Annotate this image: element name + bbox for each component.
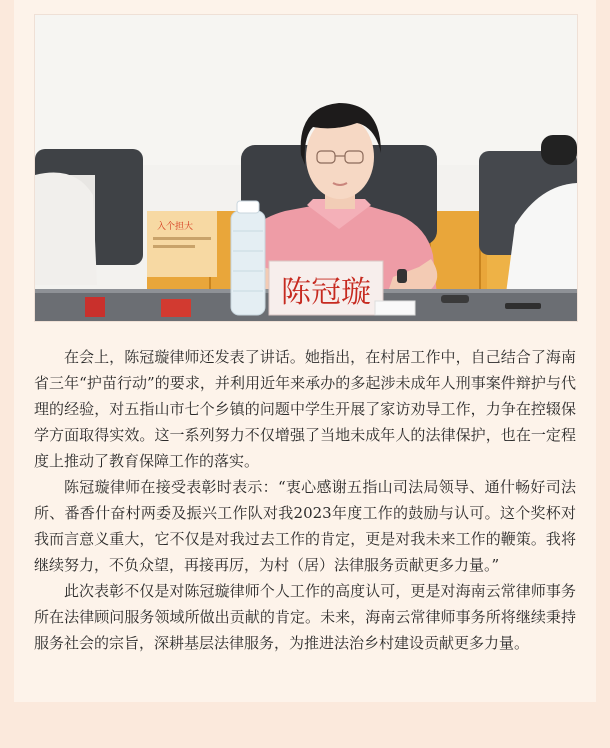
page-background	[14, 0, 596, 748]
nameplate-text: 陈冠璇	[281, 275, 371, 310]
meeting-photo	[34, 14, 578, 322]
photo-illustration	[35, 15, 577, 321]
paragraph-2: 陈冠璇律师在接受表彰时表示：“衷心感谢五指山司法局领导、通什畅好司法所、番香什奋村两委及振兴工作队对我2023年度工作的鼓励与认可。这个奖杯对我而言意义重大，它不仅是对我过去工作的肯定，更是对我未来工作的鞭策。我将继续努力，不负众望，再接再厉，为村（居）法律服务贡献更多力量。”	[34, 478, 576, 574]
paragraph-3: 此次表彰不仅是对陈冠璇律师个人工作的高度认可，更是对海南云常律师事务所在法律顾问服务领域所做出贡献的肯定。未来，海南云常律师事务所将继续秉持服务社会的宗旨，深耕基层法律服务，为推进法治乡村建设贡献更多力量。	[34, 582, 576, 652]
article-body	[34, 344, 576, 656]
award-card-text: 入个担大	[157, 222, 194, 232]
paragraph-1: 在会上，陈冠璇律师还发表了讲话。她指出，在村居工作中，自己结合了海南省三年“护苗行动”的要求，并利用近年来承办的多起涉未成年人刑事案件辩护与代理的经验，对五指山市七个乡镇的问题中学生开展了家访劝导工作，力争在控辍保学方面取得实效。这一系列努力不仅增强了当地未成年人的法律保护，也在一定程度上推动了教育保障工作的落实。	[34, 348, 576, 470]
footer-band	[14, 702, 596, 748]
